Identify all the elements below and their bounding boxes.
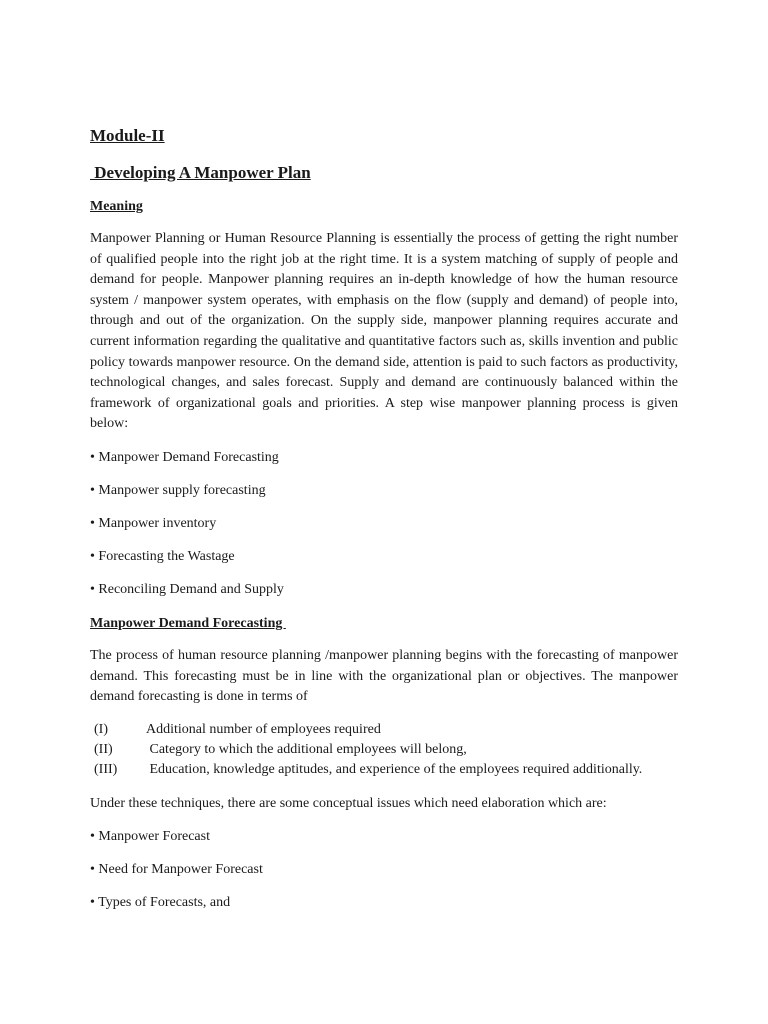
numbered-list <box>90 720 678 780</box>
item-text: Category to which the additional employees will belong, <box>146 741 467 757</box>
bullet-item: • Need for Manpower Forecast <box>90 862 263 878</box>
numbered-item <box>90 720 678 740</box>
bullet-item: • Reconciling Demand and Supply <box>90 581 284 597</box>
bullet-item: • Manpower supply forecasting <box>90 482 266 498</box>
item-number: (I) <box>94 721 108 737</box>
module-title: Module-II <box>90 126 165 145</box>
issues-intro: Under these techniques, there are some conceptual issues which need elaboration which are: <box>90 795 607 811</box>
item-text: Education, knowledge aptitudes, and experience of the employees required additionally. <box>146 761 643 777</box>
meaning-paragraph: Manpower Planning or Human Resource Planning is essentially the process of getting the right number of qualified people into the right job at the right time. It is a system matching of supply of people and demand for people. Manpower planning requires an in-depth knowledge of how the human resource system / manpower system operates, with emphasis on the flow (supply and demand) of people into, through and out of the organization. On the supply side, manpower planning requires accurate and current information regarding the qualitative and quantitative factors such as, skills invention and public policy towards manpower resource. On the demand side, attention is paid to such factors as productivity, technological changes, and sales forecast. Supply and demand are continuously balanced within the framework of organizational goals and priorities. A step wise manpower planning process is given below: <box>90 231 678 432</box>
bullet-item: • Forecasting the Wastage <box>90 548 235 564</box>
numbered-item <box>90 760 678 780</box>
item-text: Additional number of employees required <box>146 721 381 737</box>
item-number: (III) <box>94 761 118 777</box>
bullet-item: • Manpower inventory <box>90 515 217 531</box>
meaning-heading: Meaning <box>90 199 143 214</box>
item-number: (II) <box>94 741 113 757</box>
bullet-item: • Types of Forecasts, and <box>90 895 231 911</box>
section-title: Developing A Manpower Plan <box>90 163 311 182</box>
document-page <box>90 124 678 913</box>
numbered-item <box>90 740 678 760</box>
demand-forecasting-paragraph: The process of human resource planning /manpower planning begins with the forecasting of manpower demand. This forecasting must be in line with the organizational plan or objectives. The manpower demand forecasting is done in terms of <box>90 647 678 705</box>
demand-forecasting-heading: Manpower Demand Forecasting <box>90 615 286 631</box>
bullet-item: • Manpower Forecast <box>90 829 210 845</box>
bullet-item: • Manpower Demand Forecasting <box>90 449 279 465</box>
